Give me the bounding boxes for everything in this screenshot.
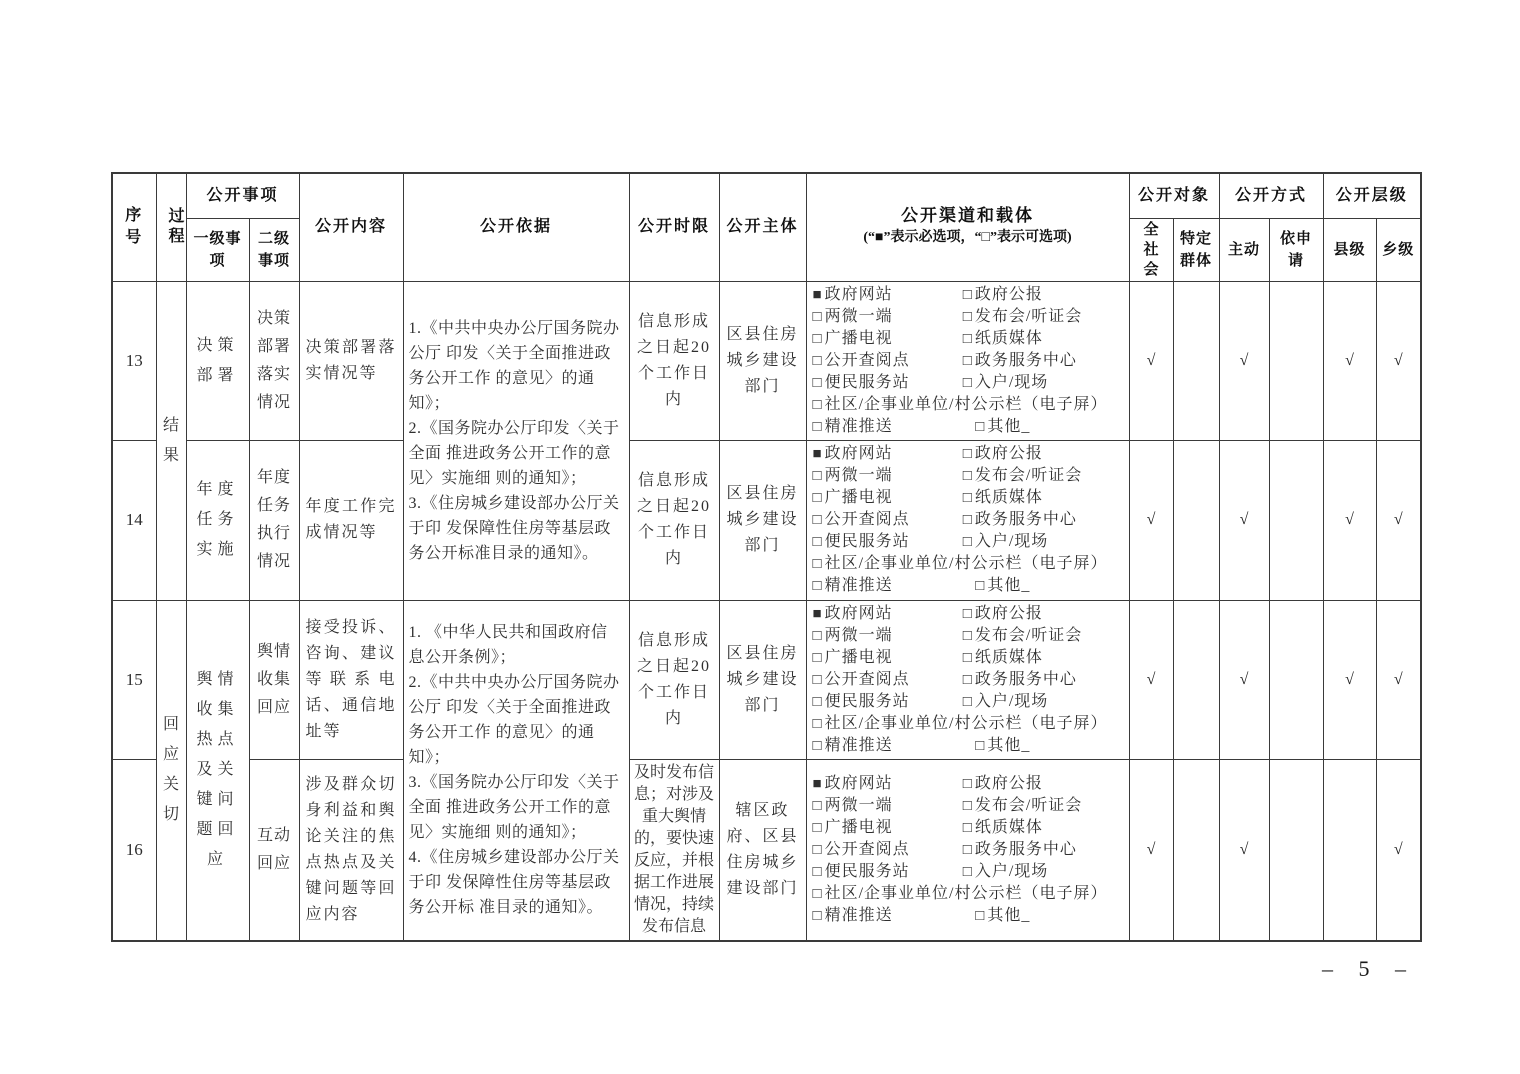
channel-option <box>813 669 963 691</box>
checkbox-icon: □ <box>962 819 972 836</box>
mark-cell-audience-specific <box>1173 600 1219 759</box>
subject-cell: 区县住房城乡建设部门 <box>719 600 806 759</box>
col-header-method-request: 依申请 <box>1269 218 1323 281</box>
checkbox-icon: □ <box>962 649 972 666</box>
checkbox-icon: □ <box>962 693 972 710</box>
channel-option <box>813 625 963 647</box>
channel-label: 入户/现场 <box>974 373 1049 391</box>
serial-cell: 14 <box>112 440 156 600</box>
channel-label: 广播电视 <box>824 818 893 836</box>
checkbox-icon: □ <box>962 534 972 550</box>
basis-item: 1.《中共中央办公厅国务院办公厅 印发〈关于全面推进政务公开工作 的意见〉的通知》； <box>408 319 620 412</box>
checkbox-icon: □ <box>812 468 822 484</box>
checkbox-icon: □ <box>962 286 972 303</box>
channel-label: 入户/现场 <box>974 533 1049 550</box>
channel-option <box>813 691 963 713</box>
channels-header-note: (“■”表示必选项，“□”表示可选项) <box>863 230 1072 246</box>
channel-option <box>813 773 963 795</box>
col-header-item-l2: 二级事项 <box>249 218 299 281</box>
mark-cell-method-active: √ <box>1219 759 1269 941</box>
channel-option <box>963 531 1126 553</box>
checkbox-icon: □ <box>962 627 972 644</box>
mark-cell-audience-all: √ <box>1129 759 1173 941</box>
subject-cell: 区县住房城乡建设部门 <box>719 281 806 440</box>
serial-cell: 16 <box>112 759 156 941</box>
mark-cell-audience-all: √ <box>1129 600 1173 759</box>
mark-cell-level-county: √ <box>1323 440 1376 600</box>
subject-cell: 辖区政府、区县住房城乡建设部门 <box>719 759 806 941</box>
channel-option <box>813 531 963 553</box>
mark-cell-audience-specific <box>1173 440 1219 600</box>
table-row-14 <box>112 440 1421 600</box>
basis-item: 2.《中共中央办公厅国务院办公厅 印发〈关于全面推进政务公开工作 的意见〉的通知》； <box>408 674 620 766</box>
checkbox-icon: □ <box>812 512 822 528</box>
channel-option <box>813 416 976 438</box>
checkbox-icon: ■ <box>812 775 822 792</box>
checkbox-icon: □ <box>812 715 822 732</box>
col-header-serial: 序号 <box>112 173 156 281</box>
item-l1-cell-15-16: 舆情收集热点及关键问题回应 <box>186 600 249 941</box>
channel-option <box>975 575 1125 597</box>
channel-option <box>963 795 1126 817</box>
disclosure-table <box>111 172 1422 942</box>
channel-label: 政府网站 <box>824 604 893 622</box>
checkbox-icon: □ <box>812 556 822 572</box>
mark-cell-method-active: √ <box>1219 281 1269 440</box>
content-cell: 接受投诉、咨询、建议等联系电话、通信地址等 <box>299 600 403 759</box>
channel-option <box>813 817 963 839</box>
mark-cell-method-request <box>1269 759 1323 941</box>
channel-label: 发布会/听证会 <box>974 626 1083 644</box>
checkbox-icon: □ <box>812 797 822 814</box>
table-row-15 <box>112 600 1421 759</box>
process-cell-result: 结果 <box>156 281 186 600</box>
mark-cell-level-county <box>1323 759 1376 941</box>
channel-checklist <box>813 284 1126 438</box>
checkbox-icon: □ <box>812 693 822 710</box>
time-limit-cell: 及时发布信息；对涉及重大舆情的，要快速反应，并根据工作进展情况，持续发布信息 <box>629 759 719 941</box>
checkbox-icon: □ <box>975 418 985 435</box>
channel-label: 其他_ <box>987 736 1031 754</box>
checkbox-icon: □ <box>962 775 972 792</box>
col-header-level-county: 县级 <box>1323 218 1376 281</box>
channels-cell <box>806 281 1129 440</box>
channel-label: 精准推送 <box>824 577 893 594</box>
channel-label: 政府网站 <box>824 285 893 303</box>
checkbox-icon: □ <box>812 374 822 391</box>
col-header-audience-all: 全社会 <box>1129 218 1173 281</box>
mark-cell-level-township: √ <box>1376 600 1421 759</box>
time-limit-cell: 信息形成之日起20个工作日内 <box>629 600 719 759</box>
channel-option <box>813 394 1126 416</box>
channel-option <box>975 416 1125 438</box>
channels-header-title: 公开渠道和载体 <box>901 206 1035 226</box>
col-header-audience-specific: 特定群体 <box>1173 218 1219 281</box>
channel-label: 入户/现场 <box>974 862 1049 880</box>
channel-label: 政府网站 <box>824 445 893 462</box>
channel-label: 广播电视 <box>824 648 893 666</box>
checkbox-icon: □ <box>962 330 972 347</box>
channel-option <box>813 487 963 509</box>
channel-option <box>963 839 1126 861</box>
mark-cell-method-request <box>1269 281 1323 440</box>
channel-option <box>975 735 1125 757</box>
channel-option <box>963 487 1126 509</box>
channel-option <box>963 306 1126 328</box>
basis-item: 2.《国务院办公厅印发〈关于全面 推进政务公开工作的意见〉实施细 则的通知》； <box>408 419 620 487</box>
mark-cell-level-township: √ <box>1376 440 1421 600</box>
channel-option <box>963 669 1126 691</box>
channel-option <box>963 861 1126 883</box>
item-l2-cell: 互动回应 <box>249 759 299 941</box>
mark-cell-method-active: √ <box>1219 440 1269 600</box>
mark-cell-audience-specific <box>1173 281 1219 440</box>
checkbox-icon: □ <box>962 797 972 814</box>
table-row-16 <box>112 759 1421 941</box>
channel-label: 两微一端 <box>824 467 893 484</box>
channel-option <box>813 647 963 669</box>
mark-cell-audience-specific <box>1173 759 1219 941</box>
checkbox-icon: □ <box>962 446 972 462</box>
channel-label: 两微一端 <box>824 307 893 325</box>
channel-label: 社区/企事业单位/村公示栏（电子屏） <box>824 555 1108 572</box>
checkbox-icon: □ <box>812 627 822 644</box>
channel-label: 政务服务中心 <box>974 670 1077 688</box>
channel-label: 社区/企事业单位/村公示栏（电子屏） <box>824 395 1108 413</box>
channel-option <box>963 817 1126 839</box>
channel-label: 政府网站 <box>824 774 893 792</box>
channel-label: 公开查阅点 <box>824 670 910 688</box>
channel-option <box>813 883 1126 905</box>
basis-item: 4.《住房城乡建设部办公厅关于印 发保障性住房等基层政务公开标 准目录的通知》。 <box>408 849 620 916</box>
table-row-13 <box>112 281 1421 440</box>
checkbox-icon: □ <box>812 308 822 325</box>
checkbox-icon: □ <box>812 418 822 435</box>
channel-label: 精准推送 <box>824 906 893 924</box>
checkbox-icon: □ <box>962 468 972 484</box>
channel-option <box>813 905 976 927</box>
checkbox-icon: □ <box>962 490 972 506</box>
channel-label: 发布会/听证会 <box>974 467 1083 484</box>
channel-label: 便民服务站 <box>824 533 910 550</box>
channel-label: 政府公报 <box>974 445 1043 462</box>
channel-label: 政府公报 <box>974 285 1043 303</box>
channel-label: 公开查阅点 <box>824 840 910 858</box>
channel-label: 公开查阅点 <box>824 351 910 369</box>
col-header-method-active: 主动 <box>1219 218 1269 281</box>
checkbox-icon: □ <box>975 737 985 754</box>
mark-cell-method-request <box>1269 600 1323 759</box>
basis-item: 3.《住房城乡建设部办公厅关于印 发保障性住房等基层政务公开标准目录的通知》。 <box>408 494 620 562</box>
channel-option <box>963 328 1126 350</box>
channel-label: 入户/现场 <box>974 692 1049 710</box>
basis-item: 3.《国务院办公厅印发〈关于全面 推进政务公开工作的意见〉实施细 则的通知》； <box>408 774 620 841</box>
item-l1-cell: 年度任务实施 <box>186 440 249 600</box>
channel-label: 其他_ <box>987 906 1031 924</box>
col-header-item-l1: 一级事项 <box>186 218 249 281</box>
channel-option <box>963 372 1126 394</box>
content-cell: 涉及群众切身利益和舆论关注的焦点热点及关键问题等回应内容 <box>299 759 403 941</box>
serial-cell: 13 <box>112 281 156 440</box>
basis-item: 1. 《中华人民共和国政府信息公开条例》； <box>408 624 608 666</box>
channel-option <box>813 509 963 531</box>
channel-label: 广播电视 <box>824 489 893 506</box>
subject-cell: 区县住房城乡建设部门 <box>719 440 806 600</box>
col-header-time-limit: 公开时限 <box>629 173 719 281</box>
checkbox-icon: □ <box>812 863 822 880</box>
channel-option <box>813 328 963 350</box>
mark-cell-method-request <box>1269 440 1323 600</box>
channel-label: 便民服务站 <box>824 373 910 391</box>
time-limit-cell: 信息形成之日起20个工作日内 <box>629 281 719 440</box>
checkbox-icon: ■ <box>812 446 822 462</box>
item-l2-cell: 年度任务执行情况 <box>249 440 299 600</box>
channel-option <box>813 553 1126 575</box>
channel-label: 政务服务中心 <box>974 351 1077 369</box>
channel-label: 政务服务中心 <box>974 840 1077 858</box>
basis-cell-15-16 <box>403 600 629 941</box>
channel-option <box>813 306 963 328</box>
checkbox-icon: □ <box>812 578 822 594</box>
channel-option <box>813 735 976 757</box>
channel-label: 纸质媒体 <box>974 648 1043 666</box>
checkbox-icon: □ <box>975 907 985 924</box>
channel-option <box>813 443 963 465</box>
mark-cell-level-county: √ <box>1323 600 1376 759</box>
channel-option <box>975 905 1125 927</box>
channel-checklist <box>813 603 1126 757</box>
channel-label: 政府公报 <box>974 604 1043 622</box>
channel-label: 纸质媒体 <box>974 818 1043 836</box>
channel-option <box>813 603 963 625</box>
channel-label: 两微一端 <box>824 626 893 644</box>
channel-option <box>963 691 1126 713</box>
checkbox-icon: □ <box>975 578 985 594</box>
checkbox-icon: □ <box>812 330 822 347</box>
col-header-channels <box>806 173 1129 281</box>
serial-cell: 15 <box>112 600 156 759</box>
col-header-subject: 公开主体 <box>719 173 806 281</box>
checkbox-icon: □ <box>962 863 972 880</box>
item-l2-cell: 舆情收集回应 <box>249 600 299 759</box>
channels-cell <box>806 440 1129 600</box>
checkbox-icon: □ <box>812 907 822 924</box>
col-header-level-group: 公开层级 <box>1323 173 1421 218</box>
checkbox-icon: □ <box>962 374 972 391</box>
header-row-1 <box>112 173 1421 218</box>
mark-cell-audience-all: √ <box>1129 281 1173 440</box>
checkbox-icon: □ <box>962 308 972 325</box>
time-limit-cell: 信息形成之日起20个工作日内 <box>629 440 719 600</box>
page-number: – 5 – <box>1322 956 1416 981</box>
channels-cell <box>806 600 1129 759</box>
channel-option <box>963 647 1126 669</box>
channel-option <box>963 350 1126 372</box>
channel-label: 精准推送 <box>824 417 893 435</box>
channel-option <box>813 713 1126 735</box>
checkbox-icon: □ <box>962 671 972 688</box>
item-l1-cell: 决策部署 <box>186 281 249 440</box>
checkbox-icon: □ <box>812 737 822 754</box>
channel-label: 纸质媒体 <box>974 489 1043 506</box>
channel-label: 社区/企事业单位/村公示栏（电子屏） <box>824 884 1108 902</box>
channel-label: 其他_ <box>987 577 1031 594</box>
channel-checklist <box>813 773 1126 927</box>
process-cell-response: 回应关切 <box>156 600 186 941</box>
checkbox-icon: □ <box>812 841 822 858</box>
channel-option <box>963 625 1126 647</box>
channel-option <box>963 773 1126 795</box>
channel-option <box>813 795 963 817</box>
channel-option <box>963 603 1126 625</box>
col-header-content: 公开内容 <box>299 173 403 281</box>
content-cell: 决策部署落实情况等 <box>299 281 403 440</box>
channel-option <box>813 839 963 861</box>
channel-option <box>963 284 1126 306</box>
basis-cell-13-14 <box>403 281 629 600</box>
channel-option <box>963 509 1126 531</box>
channel-checklist <box>813 443 1126 597</box>
col-header-audience-group: 公开对象 <box>1129 173 1219 218</box>
col-header-level-township: 乡级 <box>1376 218 1421 281</box>
channel-option <box>813 575 976 597</box>
channel-label: 精准推送 <box>824 736 893 754</box>
channel-option <box>813 350 963 372</box>
channel-label: 发布会/听证会 <box>974 307 1083 325</box>
mark-cell-method-active: √ <box>1219 600 1269 759</box>
checkbox-icon: □ <box>812 534 822 550</box>
channel-label: 政务服务中心 <box>974 511 1077 528</box>
mark-cell-audience-all: √ <box>1129 440 1173 600</box>
channel-option <box>813 861 963 883</box>
channel-label: 政府公报 <box>974 774 1043 792</box>
channel-label: 发布会/听证会 <box>974 796 1083 814</box>
checkbox-icon: □ <box>962 841 972 858</box>
channel-option <box>813 465 963 487</box>
channel-option <box>963 465 1126 487</box>
checkbox-icon: □ <box>812 671 822 688</box>
col-header-method-group: 公开方式 <box>1219 173 1323 218</box>
item-l2-cell: 决策部署落实情况 <box>249 281 299 440</box>
checkbox-icon: □ <box>962 512 972 528</box>
checkbox-icon: □ <box>812 819 822 836</box>
channel-label: 两微一端 <box>824 796 893 814</box>
channel-label: 便民服务站 <box>824 862 910 880</box>
channel-label: 公开查阅点 <box>824 511 910 528</box>
channel-label: 社区/企事业单位/村公示栏（电子屏） <box>824 714 1108 732</box>
checkbox-icon: □ <box>812 649 822 666</box>
checkbox-icon: □ <box>962 352 972 369</box>
checkbox-icon: ■ <box>812 605 822 622</box>
checkbox-icon: □ <box>812 352 822 369</box>
mark-cell-level-township: √ <box>1376 281 1421 440</box>
checkbox-icon: ■ <box>812 286 822 303</box>
mark-cell-level-county: √ <box>1323 281 1376 440</box>
channel-label: 便民服务站 <box>824 692 910 710</box>
col-header-items-group: 公开事项 <box>186 173 299 218</box>
channels-cell <box>806 759 1129 941</box>
channel-label: 其他_ <box>987 417 1031 435</box>
mark-cell-level-township: √ <box>1376 759 1421 941</box>
channel-option <box>813 372 963 394</box>
checkbox-icon: □ <box>812 885 822 902</box>
channel-option <box>813 284 963 306</box>
channel-option <box>963 443 1126 465</box>
channel-label: 广播电视 <box>824 329 893 347</box>
content-cell: 年度工作完成情况等 <box>299 440 403 600</box>
checkbox-icon: □ <box>962 605 972 622</box>
channel-label: 纸质媒体 <box>974 329 1043 347</box>
checkbox-icon: □ <box>812 396 822 413</box>
checkbox-icon: □ <box>812 490 822 506</box>
col-header-basis: 公开依据 <box>403 173 629 281</box>
col-header-process: 过程 <box>156 173 186 281</box>
